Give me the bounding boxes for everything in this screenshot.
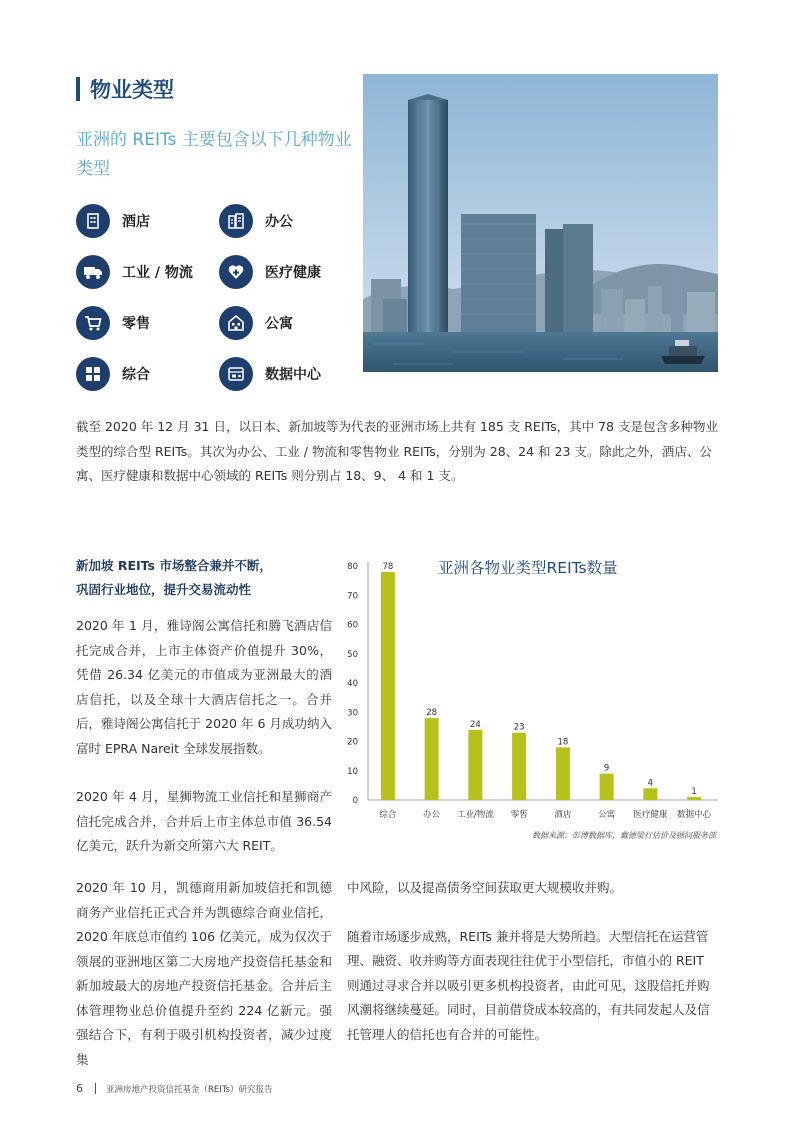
y-tick-label: 50 [347,649,358,660]
bar [643,788,657,800]
title-accent-bar [76,77,80,101]
y-tick-label: 10 [347,766,358,777]
bar-value-label: 1 [691,787,697,798]
type-label: 公寓 [265,316,293,332]
x-tick-label: 办公 [423,810,441,820]
property-type-chart [338,548,728,848]
y-tick-label: 30 [347,708,358,719]
type-label: 办公 [265,214,293,230]
hotel-icon [76,204,110,238]
y-tick-label: 60 [347,620,358,631]
y-tick-label: 20 [347,737,358,748]
type-label: 酒店 [122,214,150,230]
type-hotel [76,203,150,239]
page-footer [76,1082,273,1095]
type-industrial [76,254,193,290]
bar [512,733,526,800]
subtitle: 亚洲的 REITs 主要包含以下几种物业类型 [76,130,352,179]
cart-icon [76,306,110,340]
bar-chart-svg [338,548,728,828]
bar [468,730,482,800]
type-label: 综合 [122,367,150,383]
chart-source: 数据来源：彭博数据库，戴德梁行估价及顾问服务部 [532,831,716,840]
bar [687,797,701,800]
section-title [76,76,174,102]
x-tick-label: 综合 [379,810,397,820]
x-tick-label: 数据中心 [677,810,712,820]
x-tick-label: 医疗健康 [633,810,668,820]
right-column [347,876,719,1047]
x-tick-label: 公寓 [598,810,616,820]
type-retail [76,305,150,341]
y-tick-label: 80 [347,562,358,572]
page-number: 6 [76,1082,83,1095]
left-paragraph-1: 2020 年 1 月，雅诗阁公寓信托和腾飞酒店信托完成合并，上市主体资产价值提升 30%，凭借 26.34 亿美元的市值成为亚洲最大的酒店信托，以及全球十大酒店信托之一。合并后，雅诗阁公寓信托于 2020 年 6 月成功纳入富时 EPRA Nareit 全球发展指数。 [76,618,332,756]
y-tick-label: 70 [347,591,358,602]
right-paragraph-1: 中风险，以及提高债务空间获取更大规模收并购。 [347,880,623,895]
healthcare-icon [219,255,253,289]
bar [556,747,570,800]
bar [381,572,395,800]
left-paragraph-3: 2020 年 10 月，凯德商用新加坡信托和凯德商务产业信托正式合并为凯德综合商业信托，2020 年底总市值约 106 亿美元，成为仅次于领展的亚洲地区第二大房地产投资信托基金和新加坡最大的房地产投资信托基金。合并后主体管理物业总价值提升至约 224 亿新元。强强结合下，有利于吸引机构投资者，减少过度集 [76,880,332,1067]
type-label: 数据中心 [265,367,321,383]
footer-title: 亚洲房地产投资信托基金（REITs）研究报告 [106,1084,273,1095]
bar-value-label: 18 [557,737,569,748]
right-paragraph-2: 随着市场逐步成熟，REITs 兼并将是大势所趋。大型信托在运营管理、融资、收并购等方面表现往往优于小型信托，市值小的 REIT 则通过寻求合并以吸引更多机构投资者，由此可见，这股信托并购风潮将继续蔓延。同时，目前借贷成本较高的，有共同发起人及信托管理人的信托也有合并的可能性。 [347,928,710,1042]
x-tick-label: 零售 [510,810,528,820]
bar-value-label: 23 [513,722,525,733]
apartment-icon [219,306,253,340]
type-mixed [76,356,150,392]
left-paragraph-2: 2020 年 4 月，星狮物流工业信托和星狮商产信托完成合并，合并后上市主体总市值 36.54 亿美元，跃升为新交所第六大 REIT。 [76,789,332,853]
y-tick-label: 0 [352,796,358,806]
type-datacenter [219,356,321,392]
bar-value-label: 24 [469,719,481,730]
intro-paragraph: 截至 2020 年 12 月 31 日，以日本、新加坡等为代表的亚洲市场上共有 185 支 REITs，其中 78 支是包含多种物业类型的综合型 REITs。其次为办公、工业 / 物流和零售物业 REITs，分别为 28、24 和 23 支。除此之外，酒店、公寓、医疗健康和数据中心领域的 REITs 则分别占 18、9、 4 和 1 支。 [76,419,718,483]
city-skyline-photo [363,74,718,372]
bar-value-label: 9 [603,763,610,774]
left-heading-line-2: 巩固行业地位，提升交易流动性 [76,582,252,597]
property-types [76,203,336,393]
type-label: 医疗健康 [265,265,321,281]
bar-value-label: 28 [426,708,438,719]
footer-divider [95,1083,96,1094]
left-heading-line-1: 新加坡 REITs 市场整合兼并不断， [76,558,272,573]
bar [425,718,439,800]
type-label: 工业 / 物流 [122,265,193,281]
grid-icon [76,357,110,391]
bar-value-label: 78 [382,561,394,572]
x-tick-label: 工业/物流 [456,810,494,820]
x-tick-label: 酒店 [554,810,572,820]
type-healthcare [219,254,321,290]
type-office [219,203,293,239]
office-icon [219,204,253,238]
bar-value-label: 4 [647,778,654,789]
chart-title: 亚洲各物业类型REITs数量 [438,559,618,577]
datacenter-icon [219,357,253,391]
bar [600,774,614,800]
section-title-text: 物业类型 [90,78,174,102]
type-apartment [219,305,293,341]
y-tick-label: 40 [347,679,358,689]
left-column [76,554,332,859]
truck-icon [76,255,110,289]
type-label: 零售 [122,316,150,332]
